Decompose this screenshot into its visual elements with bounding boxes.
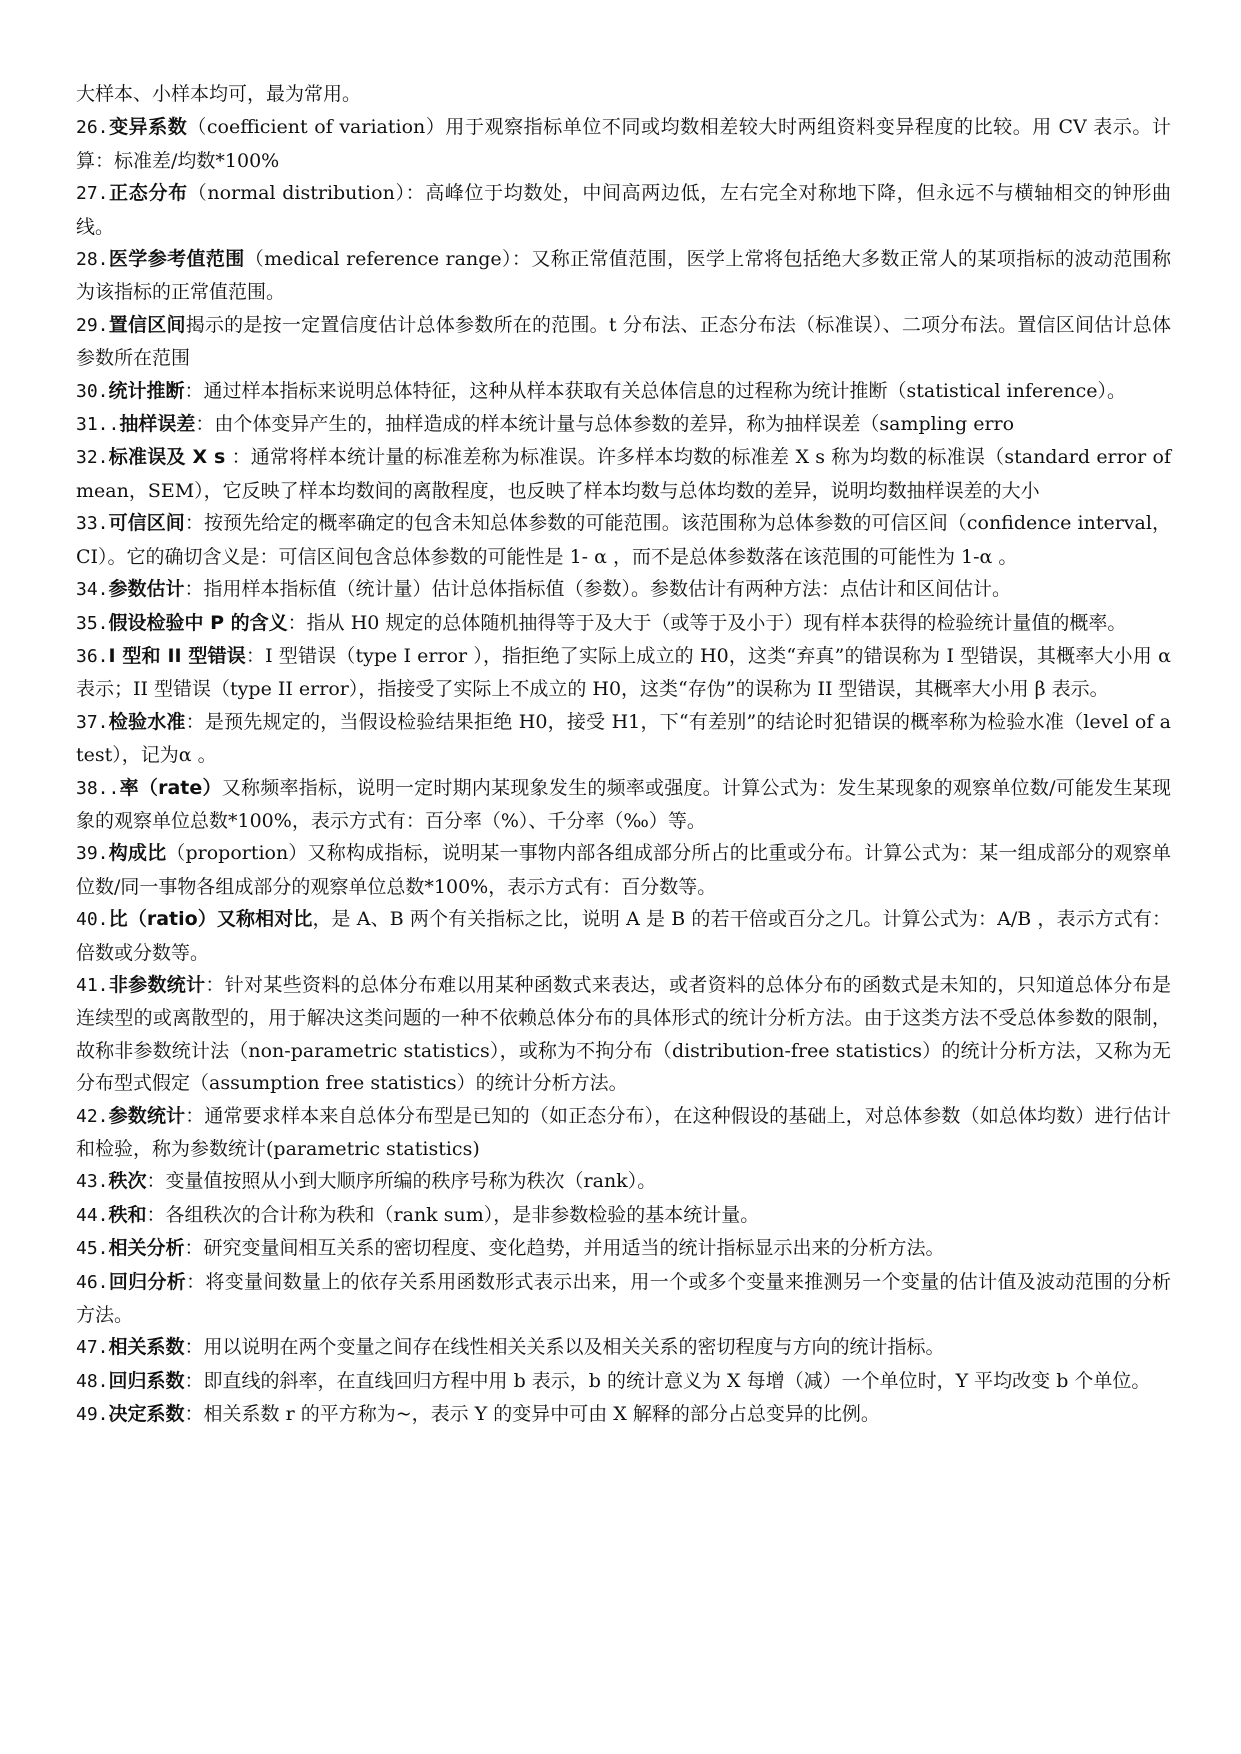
entry-text: ：即直线的斜率，在直线回归方程中用 b 表示，b 的统计意义为 X 每增（减）一个单位时，Y 平均改变 b 个单位。 [184,1369,1151,1392]
entry-number: 33. [76,513,109,535]
entry-term: 检验水准 [108,710,186,733]
entry-number: 44. [76,1204,109,1226]
entry-text: ：各组秩次的合计称为秩和（rank sum），是非参数检验的基本统计量。 [146,1203,760,1226]
entry-number: 47. [76,1337,109,1359]
entry-number: 28. [76,249,109,271]
glossary-entry [76,408,1171,441]
entry-number: 45. [76,1238,109,1260]
entry-number: 29. [76,314,109,336]
glossary-entry [76,111,1171,177]
glossary-entry [76,607,1171,640]
entry-text: ：用以说明在两个变量之间存在线性相关关系以及相关关系的密切程度与方向的统计指标。 [184,1336,945,1359]
entry-term: 变异系数 [108,116,188,139]
entry-term: 秩和 [108,1203,147,1226]
glossary-entry [76,1266,1171,1332]
glossary-entry [76,903,1171,969]
entry-term: 相关分析 [108,1237,185,1260]
entry-term: 正态分布 [108,182,188,205]
glossary-entry [76,1398,1171,1431]
entry-text: ：通常要求样本来自总体分布型是已知的（如正态分布），在这种假设的基础上，对总体参数（如总体均数）进行估计和检验，称为参数统计(parametric statistics) [76,1104,1171,1160]
glossary-entry [76,1165,1171,1198]
glossary-entry [76,507,1171,573]
entry-number: 30. [76,380,109,402]
entry-term: 构成比 [108,842,167,865]
glossary-entry [76,573,1171,606]
glossary-entry [76,640,1171,706]
entry-text: ：将变量间数量上的依存关系用函数形式表示出来，用一个或多个变量来推测另一个变量的估计值及波动范围的分析方法。 [76,1270,1171,1327]
glossary-entry [76,309,1171,375]
entry-term: 回归系数 [108,1369,185,1392]
entry-text: ：按预先给定的概率确定的包含未知总体参数的可能范围。该范围称为总体参数的可信区间（confidence interval，CI）。它的确切含义是：可信区间包含总体参数的可能性是 1- α ，而不是总体参数落在该范围的可能性为 1-α 。 [76,512,1171,568]
entry-term: 比（ratio）又称相对比 [108,908,313,931]
entry-number: 31.. [76,414,120,436]
entry-number: 46. [76,1271,109,1293]
entry-term: 回归分析 [108,1270,187,1293]
glossary-entry [76,1331,1171,1364]
entry-text: ：通常将样本统计量的标准差称为标准误。许多样本均数的标准差 X s 称为均数的标准误（standard error of mean，SEM），它反映了样本均数间的离散程度，也反映了样本均数与总体均数的差异，说明均数抽样误差的大小 [76,446,1171,502]
entry-text: （proportion）又称构成指标，说明某一事物内部各组成部分所占的比重或分布。计算公式为：某一组成部分的观察单位数/同一事物各组成部分的观察单位总数*100%，表示方式有：百分数等。 [76,842,1171,898]
entry-text: 大样本、小样本均可，最为常用。 [76,83,362,105]
glossary-entry [76,1232,1171,1265]
entry-number: 40. [76,909,109,931]
entry-text: （medical reference range）：又称正常值范围，医学上常将包括绝大多数正常人的某项指标的波动范围称为该指标的正常值范围。 [76,248,1171,304]
entry-term: 相关系数 [108,1336,185,1359]
entry-term: 参数估计 [108,578,185,601]
entry-text: ，是 A、B 两个有关指标之比，说明 A 是 B 的若干倍或百分之几。计算公式为：A/B ，表示方式有：倍数或分数等。 [76,908,1172,964]
entry-number: 41. [76,974,109,996]
entry-term: 秩次 [108,1170,147,1193]
entry-text: ：指用样本指标值（统计量）估计总体指标值（参数）。参数估计有两种方法：点估计和区间估计。 [184,578,1012,601]
glossary-entry [76,1100,1171,1166]
entry-text: （coefficient of variation）用于观察指标单位不同或均数相差较大时两组资料变异程度的比较。用 CV 表示。计算：标准差/均数*100% [76,116,1171,172]
entry-term: 非参数统计 [108,973,206,996]
entry-text: ：由个体变异产生的，抽样造成的样本统计量与总体参数的差异，称为抽样误差（sampling erro [195,413,1015,436]
entry-text: ：相关系数 r 的平方称为~，表示 Y 的变异中可由 X 解释的部分占总变异的比例。 [184,1403,880,1426]
entry-term: I 型和 II 型错误 [108,644,246,667]
entry-text: ：通过样本指标来说明总体特征，这种从样本获取有关总体信息的过程称为统计推断（statistical inference）。 [184,379,1127,402]
entry-list [76,78,1171,1432]
entry-number: 49. [76,1404,109,1426]
glossary-entry [76,1199,1171,1232]
entry-number: 27. [76,183,109,205]
entry-number: 35. [76,612,109,634]
glossary-entry [76,969,1171,1100]
entry-term: 假设检验中 P 的含义 [108,611,288,634]
entry-number: 26. [76,117,109,139]
entry-term: 抽样误差 [119,413,196,436]
glossary-entry [76,1365,1171,1398]
entry-term: 统计推断 [108,379,185,402]
entry-text: ：变量值按照从小到大顺序所编的秩序号称为秩次（rank）。 [146,1170,657,1193]
entry-term: 置信区间 [108,313,186,336]
glossary-entry [76,772,1171,838]
glossary-entry [76,375,1171,408]
entry-text: （normal distribution）：高峰位于均数处，中间高两边低，左右完全对称地下降，但永远不与横轴相交的钟形曲线。 [76,182,1171,238]
entry-term: 参数统计 [108,1104,186,1127]
entry-term: 率（rate） [119,776,222,799]
entry-number: 32. [76,447,109,469]
entry-text: ：针对某些资料的总体分布难以用某种函数式来表达，或者资料的总体分布的函数式是未知的，只知道总体分布是连续型的或离散型的，用于解决这类问题的一种不依赖总体分布的具体形式的统计分析方法。由于这类方法不受总体参数的限制，故称非参数统计法（non-parametric statistics），或称为不拘分布（distribution-free statistics）的统计分析方法，又称为无分布型式假定（assumption free statistics）的统计分析方法。 [76,973,1171,1095]
glossary-entry [76,837,1171,903]
entry-text: 揭示的是按一定置信度估计总体参数所在的范围。t 分布法、正态分布法（标准误）、二项分布法。置信区间估计总体参数所在范围 [76,313,1171,370]
glossary-entry [76,78,1171,111]
entry-term: 可信区间 [108,512,185,535]
entry-text: ：I 型错误（type I error ），指拒绝了实际上成立的 H0，这类“弃真”的错误称为 I 型错误，其概率大小用 α 表示；II 型错误（type II error），指接受了实际上不成立的 H0，这类“存伪”的误称为 II 型错误，其概率大小用 β 表示。 [76,644,1171,701]
entry-text: ：是预先规定的，当假设检验结果拒绝 H0，接受 H1，下“有差别”的结论时犯错误的概率称为检验水准（level of a test），记为α 。 [76,710,1171,767]
entry-text: ：指从 H0 规定的总体随机抽得等于及大于（或等于及小于）现有样本获得的检验统计量值的概率。 [287,611,1127,634]
entry-term: 医学参考值范围 [108,248,245,271]
glossary-entry [76,243,1171,309]
entry-term: 标准误及 X s [108,446,226,469]
glossary-entry [76,177,1171,243]
glossary-entry [76,441,1171,507]
entry-term: 决定系数 [108,1403,185,1426]
entry-number: 34. [76,579,109,601]
entry-number: 48. [76,1370,109,1392]
entry-number: 38.. [76,777,120,799]
entry-number: 37. [76,711,109,733]
entry-number: 36. [76,645,109,667]
entry-text: 又称频率指标，说明一定时期内某现象发生的频率或强度。计算公式为：发生某现象的观察单位数/可能发生某现象的观察单位总数*100%，表示方式有：百分率（%）、千分率（‰）等。 [76,776,1171,832]
glossary-entry [76,706,1171,772]
entry-text: ：研究变量间相互关系的密切程度、变化趋势，并用适当的统计指标显示出来的分析方法。 [184,1237,945,1260]
entry-number: 42. [76,1105,109,1127]
entry-number: 39. [76,843,109,865]
entry-number: 43. [76,1171,109,1193]
